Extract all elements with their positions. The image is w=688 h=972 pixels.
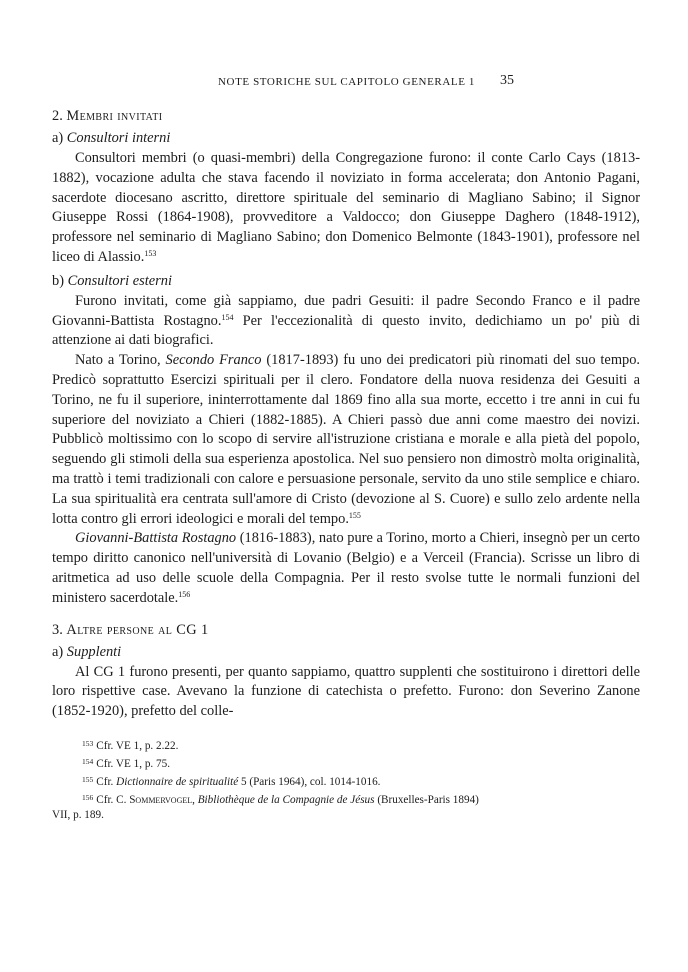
footnote-ref-154[interactable]: 154 bbox=[221, 312, 234, 322]
footnote-number: 153 bbox=[82, 739, 94, 748]
section-title: Altre persone al CG 1 bbox=[66, 621, 209, 638]
footnote-ref-155[interactable]: 155 bbox=[348, 510, 361, 520]
cited-title: Bibliothèque de la Compagnie de Jésus bbox=[197, 794, 375, 806]
section-title: Membri invitati bbox=[66, 108, 163, 124]
subheading-label: b) bbox=[52, 272, 64, 289]
subheading-title: Consultori interni bbox=[66, 130, 171, 146]
subheading-label: a) bbox=[52, 643, 64, 660]
footnote-text: Cfr. C. bbox=[96, 794, 130, 806]
footnote-number: 156 bbox=[82, 793, 94, 802]
paragraph-text: Nato a Torino, bbox=[75, 352, 166, 369]
subheading-external-consultors bbox=[52, 270, 640, 292]
cited-author: Sommervogel bbox=[129, 794, 193, 806]
paragraph-jesuit-invitation bbox=[52, 292, 640, 351]
person-name: Giovanni-Battista Rostagno bbox=[75, 530, 237, 547]
paragraph-text: Per l'eccezionalità di questo invito, dedichiamo un po' più di attenzione ai dati biografici. bbox=[52, 312, 640, 349]
section-heading-members bbox=[52, 105, 640, 127]
paragraph-rostagno bbox=[52, 529, 640, 608]
subheading-title: Supplenti bbox=[66, 643, 122, 660]
subheading-title: Consultori esterni bbox=[67, 272, 172, 289]
footnotes bbox=[52, 736, 640, 823]
footnote-156-continuation: VII, p. 189. bbox=[52, 809, 104, 821]
person-name: Secondo Franco bbox=[165, 352, 262, 369]
footnote-text: 5 (Paris 1964), col. 1014-1016. bbox=[238, 776, 381, 788]
footnote-text: Cfr. VE 1, p. 75. bbox=[96, 758, 171, 770]
footnote-154 bbox=[52, 754, 640, 772]
paragraph-text: Furono invitati, come già sappiamo, due padri Gesuiti: il padre Secondo Franco e il padre Giovanni-Battista Rostagno. bbox=[52, 292, 640, 329]
section-number: 2. bbox=[52, 108, 63, 124]
paragraph-secondo-franco bbox=[52, 351, 640, 529]
cited-title: Dictionnaire de spiritualité bbox=[116, 776, 239, 788]
footnote-text: , bbox=[192, 794, 198, 806]
paragraph-internal-consultors bbox=[52, 149, 640, 268]
paragraph-substitutes: Al CG 1 furono presenti, per quanto sappiamo, quattro supplenti che sostituirono i direttori delle loro rispettive case. Avevano la funzione di catechista o prefetto. Furono: don Severino Zanone (1852-1920), prefetto del colle- bbox=[52, 663, 640, 720]
section-heading-other-persons bbox=[52, 619, 640, 641]
paragraph-text: Consultori membri (o quasi-membri) della Congregazione furono: il conte Carlo Cays (1813-1882), vocazione adulta che stava facendo il noviziato in forma accelerata; don Antonio Pagani, sacerdote diocesano ascritto, direttore spirituale del seminario di Magliano Sabino; il Signor Giuseppe Rossi (1864-1908), provveditore a Valdocco; don Giuseppe Daghero (1848-1912), professore nel seminario di Magliano Sabino; don Domenico Belmonte (1843-1901), professore nel liceo di Alassio. bbox=[52, 150, 640, 265]
section-number: 3. bbox=[52, 621, 63, 638]
body-text bbox=[52, 105, 640, 722]
paragraph-text: (1817-1893) fu uno dei predicatori più rinomati del suo tempo. Predicò soprattutto Esercizi spirituali per il clero. Fondatore della nuova residenza dei Gesuiti a Torino, ne fu il superiore, ininterrottamente dal 1869 fino alla sua morte, eccetto i tre anni in cui fu superiore del noviziato a Chieri (1882-1885). A Chieri passò due anni come maestro dei novizi. Pubblicò moltissimo con lo scopo di servire all'istruzione cristiana e morale e alla pietà del popolo, seguendo gli stimoli della sua esperienza apostolica. Nel suo pensiero non dimostrò molta originalità, ma trattò i temi tradizionali con calore e persuasione personale, servito da uno stile semplice e chiaro. La sua spiritualità era centrata sull'amore di Cristo (devozione al S. Cuore) e sullo zelo ardente nella lotta contro gli errori ideologici e morali del tempo. bbox=[52, 352, 640, 527]
footnote-ref-153[interactable]: 153 bbox=[144, 248, 157, 258]
paragraph-text: (1816-1883), nato pure a Torino, morto a Chieri, insegnò per un certo tempo diritto canonico nell'università di Lovanio (Belgio) e a Verceil (Francia). Scrisse un libro di aritmetica ad uso delle scuole della Compagnia. Per il resto svolse tutte le normali funzioni del ministero sacerdotale. bbox=[52, 530, 641, 606]
footnote-text: Cfr. VE 1, p. 2.22. bbox=[96, 740, 179, 752]
subheading-internal-consultors bbox=[52, 127, 640, 149]
footnote-155 bbox=[52, 772, 640, 790]
page-number: 35 bbox=[500, 73, 514, 88]
footnote-156 bbox=[52, 790, 640, 808]
footnote-text: Cfr. bbox=[96, 776, 117, 788]
footnote-number: 155 bbox=[82, 775, 94, 784]
running-title: NOTE STORICHE SUL CAPITOLO GENERALE 1 bbox=[218, 76, 475, 88]
footnote-153 bbox=[52, 736, 640, 754]
subheading-label: a) bbox=[52, 130, 64, 146]
footnote-number: 154 bbox=[82, 757, 94, 766]
footnote-text: (Bruxelles-Paris 1894) bbox=[374, 794, 479, 806]
footnote-ref-156[interactable]: 156 bbox=[178, 589, 191, 599]
subheading-substitutes bbox=[52, 641, 640, 663]
